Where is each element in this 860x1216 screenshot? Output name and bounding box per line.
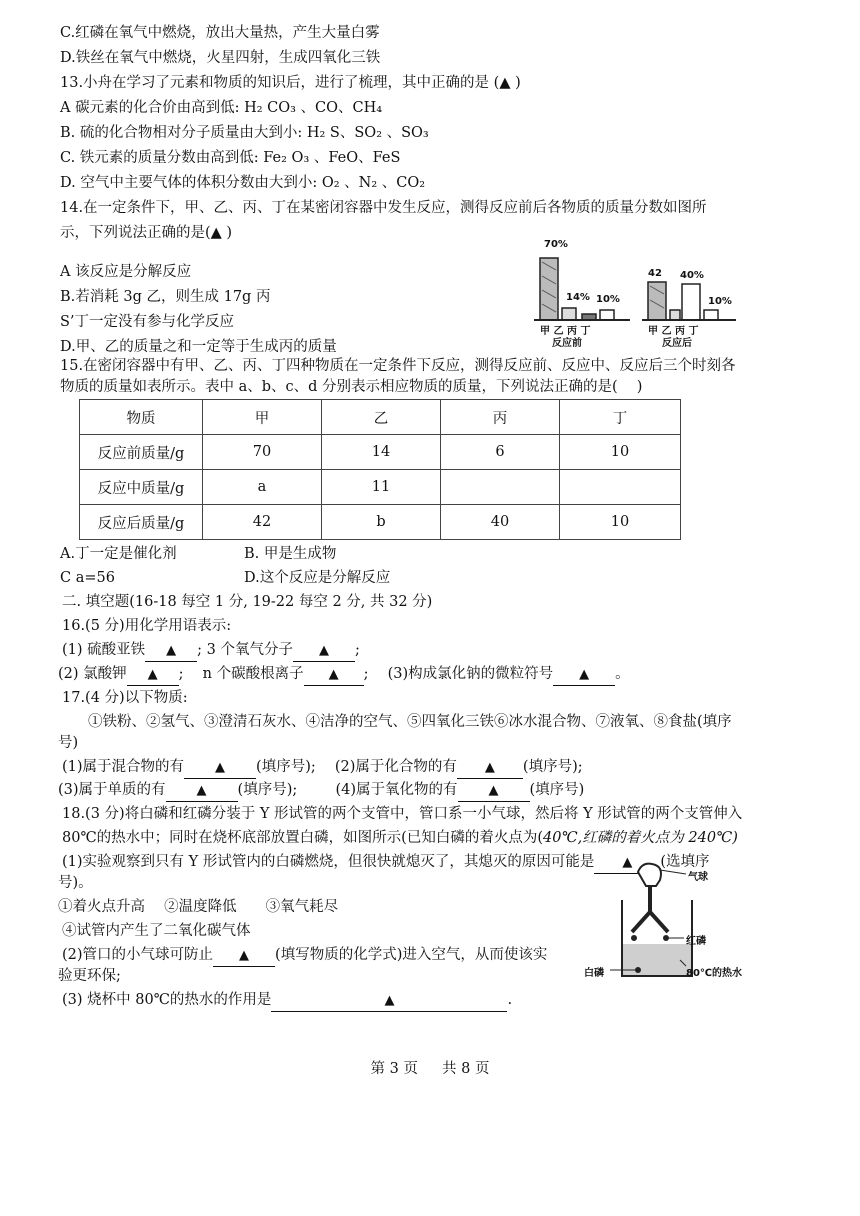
answer-blank[interactable]: ▲ <box>145 641 197 662</box>
q18-p3b: . <box>507 992 513 1008</box>
table-header-cell: 丁 <box>560 400 681 435</box>
section-heading: 二. 填空题(16-18 每空 1 分, 19-22 每空 2 分, 共 32 分) <box>62 594 433 610</box>
bar-bing-after <box>682 284 700 320</box>
table-header-cell: 乙 <box>322 400 441 435</box>
q17-p1c: (填序号); <box>522 759 583 775</box>
bar-yi-before <box>562 308 576 320</box>
caption-after: 反应后 <box>662 338 692 349</box>
answer-blank[interactable]: ▲ <box>304 665 364 686</box>
answer-blank[interactable]: ▲ <box>458 781 530 802</box>
q18-p2a: (2)管口的小气球可防止 <box>62 947 214 963</box>
table-cell: 10 <box>560 505 681 540</box>
red-phosphorus-label: 红磷 <box>686 936 706 947</box>
caption-before: 反应前 <box>552 338 582 349</box>
white-phosphorus-in-tube <box>631 935 637 941</box>
q16-p2c: ; (3)构成氯化钠的微粒符号 <box>363 666 554 682</box>
q15-stem-line1: 15.在密闭容器中有甲、乙、丙、丁四种物质在一定条件下反应，测得反应前、反应中、反应后三个时刻各 <box>60 358 736 374</box>
q16-p1a: (1) 硫酸亚铁 <box>62 642 146 658</box>
q18-p2b: (填写物质的化学式)进入空气，从而使该实 <box>275 947 548 963</box>
answer-blank[interactable]: ▲ <box>184 758 256 779</box>
table-row <box>80 505 681 540</box>
q15-option-a: A.丁一定是催化剂 <box>60 546 177 562</box>
table-cell: 14 <box>322 435 441 470</box>
axis-after: 甲 乙 丙 丁 <box>648 326 699 337</box>
answer-blank[interactable]: ▲ <box>166 781 238 802</box>
q18-options-1: ①着火点升高 ②温度降低 ③氧气耗尽 <box>58 899 339 915</box>
q15-option-b: B. 甲是生成物 <box>244 546 337 562</box>
q12-option-c: C.红磷在氧气中燃烧，放出大量热，产生大量白雾 <box>60 25 380 41</box>
q17-list-line1: ①铁粉、②氢气、③澄清石灰水、④洁净的空气、⑤四氧化三铁⑥冰水混合物、⑦液氧、⑧食盐(填序 <box>88 714 732 730</box>
table-cell <box>560 470 681 505</box>
balloon-label: 气球 <box>688 872 708 883</box>
label-40: 40% <box>680 270 704 281</box>
q16-stem: 16.(5 分)用化学用语表示: <box>62 618 232 634</box>
page-number: 第 3 页 <box>370 1061 418 1077</box>
q13-option-d: D. 空气中主要气体的体积分数由大到小: O₂ 、N₂ 、CO₂ <box>60 175 426 191</box>
table-cell: 6 <box>441 435 560 470</box>
q17-part2 <box>58 780 584 802</box>
q16-p1b: ; 3 个氧气分子 <box>197 642 293 658</box>
table-header-cell: 丙 <box>441 400 560 435</box>
table-cell <box>441 470 560 505</box>
table-cell: 70 <box>203 435 322 470</box>
table-header-cell: 物质 <box>80 400 203 435</box>
white-phosphorus-label: 白磷 <box>584 968 604 979</box>
q13-option-a: A 碳元素的化合价由高到低: H₂ CO₃ 、CO、CH₄ <box>60 100 383 116</box>
q18-stem-line1: 18.(3 分)将白磷和红磷分装于 Y 形试管的两个支管中，管口系一小气球，然后将 Y 形试管的两个支管伸入 <box>62 806 743 822</box>
bar-jia-before <box>540 258 558 320</box>
table-cell: 反应后质量/g <box>80 505 203 540</box>
q17-part1 <box>62 757 583 779</box>
label-10: 10% <box>708 296 732 307</box>
q14-option-b: B.若消耗 3g 乙，则生成 17g 丙 <box>60 289 271 305</box>
q18-stem-line2 <box>62 828 738 848</box>
answer-blank[interactable]: ▲ <box>553 665 615 686</box>
answer-blank[interactable]: ▲ <box>213 946 275 967</box>
balloon-leader <box>660 870 686 874</box>
q18-p1a: (1)实验观察到只有 Y 形试管内的白磷燃烧，但很快就熄灭了，其熄灭的原因可能是 <box>62 854 595 870</box>
q16-p1c: ; <box>355 642 360 658</box>
balloon-shape <box>638 864 661 886</box>
table-cell: 反应中质量/g <box>80 470 203 505</box>
table-cell: 42 <box>203 505 322 540</box>
q14-chart-after <box>640 262 740 349</box>
q14-option-c: S’丁一定没有参与化学反应 <box>60 314 235 330</box>
table-cell: 11 <box>322 470 441 505</box>
label-10: 10% <box>596 294 620 305</box>
label-14: 14% <box>566 292 590 303</box>
answer-blank[interactable]: ▲ <box>594 853 660 874</box>
y-tube <box>632 886 668 932</box>
table-cell: 反应前质量/g <box>80 435 203 470</box>
q18-part1-end: 号)。 <box>58 875 93 891</box>
q18-part3 <box>62 990 512 1012</box>
q17-p2a: (3)属于单质的有 <box>58 782 166 798</box>
q17-p1b: (填序号); (2)属于化合物的有 <box>256 759 457 775</box>
table-cell: a <box>203 470 322 505</box>
bar-jia-after <box>648 282 666 320</box>
q14-option-d: D.甲、乙的质量之和一定等于生成丙的质量 <box>60 339 337 355</box>
page-total: 共 8 页 <box>442 1061 490 1077</box>
label-70: 70% <box>544 239 568 250</box>
q18-options-2: ④试管内产生了二氧化碳气体 <box>62 923 251 939</box>
q18-stem2b: 40℃,红磷的着火点为 240℃) <box>542 830 738 846</box>
answer-blank[interactable]: ▲ <box>271 991 507 1012</box>
q18-stem2: 80℃的热水中；同时在烧杯底部放置白磷，如图所示(已知白磷的着火点为( <box>62 830 543 846</box>
table-cell: 40 <box>441 505 560 540</box>
q15-stem-line2: 物质的质量如表所示。表中 a、b、c、d 分别表示相应物质的质量，下列说法正确的是( ) <box>60 379 643 395</box>
hot-water-label: 80℃的热水 <box>686 968 743 979</box>
axis-before: 甲 乙 丙 丁 <box>540 326 591 337</box>
table-cell: b <box>322 505 441 540</box>
page-footer <box>0 1057 860 1078</box>
table-row <box>80 400 681 435</box>
q18-part2 <box>62 945 547 967</box>
q13-stem: 13.小舟在学习了元素和物质的知识后，进行了梳理，其中正确的是 (▲ ) <box>60 75 521 91</box>
table-cell: 10 <box>560 435 681 470</box>
q14-option-a: A 该反应是分解反应 <box>60 264 192 280</box>
q14-chart-before <box>530 236 640 349</box>
q16-p2d: 。 <box>615 666 630 682</box>
q17-stem: 17.(4 分)以下物质: <box>62 690 188 706</box>
bar-ding-after <box>704 310 718 320</box>
q17-p2b: (填序号); (4)属于氧化物的有 <box>237 782 458 798</box>
q13-option-c: C. 铁元素的质量分数由高到低: Fe₂ O₃ 、FeO、FeS <box>60 150 401 166</box>
q14-stem-line2: 示，下列说法正确的是(▲ ) <box>60 225 233 241</box>
answer-blank[interactable]: ▲ <box>457 758 523 779</box>
q16-part2 <box>58 664 630 686</box>
q18-p1b: (选填序 <box>660 854 710 870</box>
q17-list-line2: 号) <box>58 735 79 751</box>
q15-option-d: D.这个反应是分解反应 <box>244 570 391 586</box>
bar-yi-after <box>670 310 680 320</box>
q12-option-d: D.铁丝在氧气中燃烧，火星四射，生成四氧化三铁 <box>60 50 381 66</box>
q18-part2-end: 验更环保; <box>58 968 121 984</box>
q14-stem-line1: 14.在一定条件下，甲、乙、丙、丁在某密闭容器中发生反应，测得反应前后各物质的质量分数如图所 <box>60 200 707 216</box>
q15-table <box>79 399 681 540</box>
table-header-cell: 甲 <box>203 400 322 435</box>
bar-ding-before <box>600 310 614 320</box>
q15-option-c: C a=56 <box>60 570 115 586</box>
q16-p2a: (2) 氯酸钾 <box>58 666 127 682</box>
table-row <box>80 435 681 470</box>
q16-p2b: ; n 个碳酸根离子 <box>178 666 304 682</box>
q17-p1a: (1)属于混合物的有 <box>62 759 185 775</box>
q18-p3a: (3) 烧杯中 80℃的热水的作用是 <box>62 992 272 1008</box>
q13-option-b: B. 硫的化合物相对分子质量由大到小: H₂ S、SO₂ 、SO₃ <box>60 125 429 141</box>
q18-apparatus-figure <box>580 860 750 988</box>
answer-blank[interactable]: ▲ <box>293 641 355 662</box>
q16-part1 <box>62 640 360 662</box>
answer-blank[interactable]: ▲ <box>127 665 179 686</box>
q17-p2c: (填序号) <box>529 782 585 798</box>
label-42: 42 <box>648 268 662 279</box>
table-row <box>80 470 681 505</box>
